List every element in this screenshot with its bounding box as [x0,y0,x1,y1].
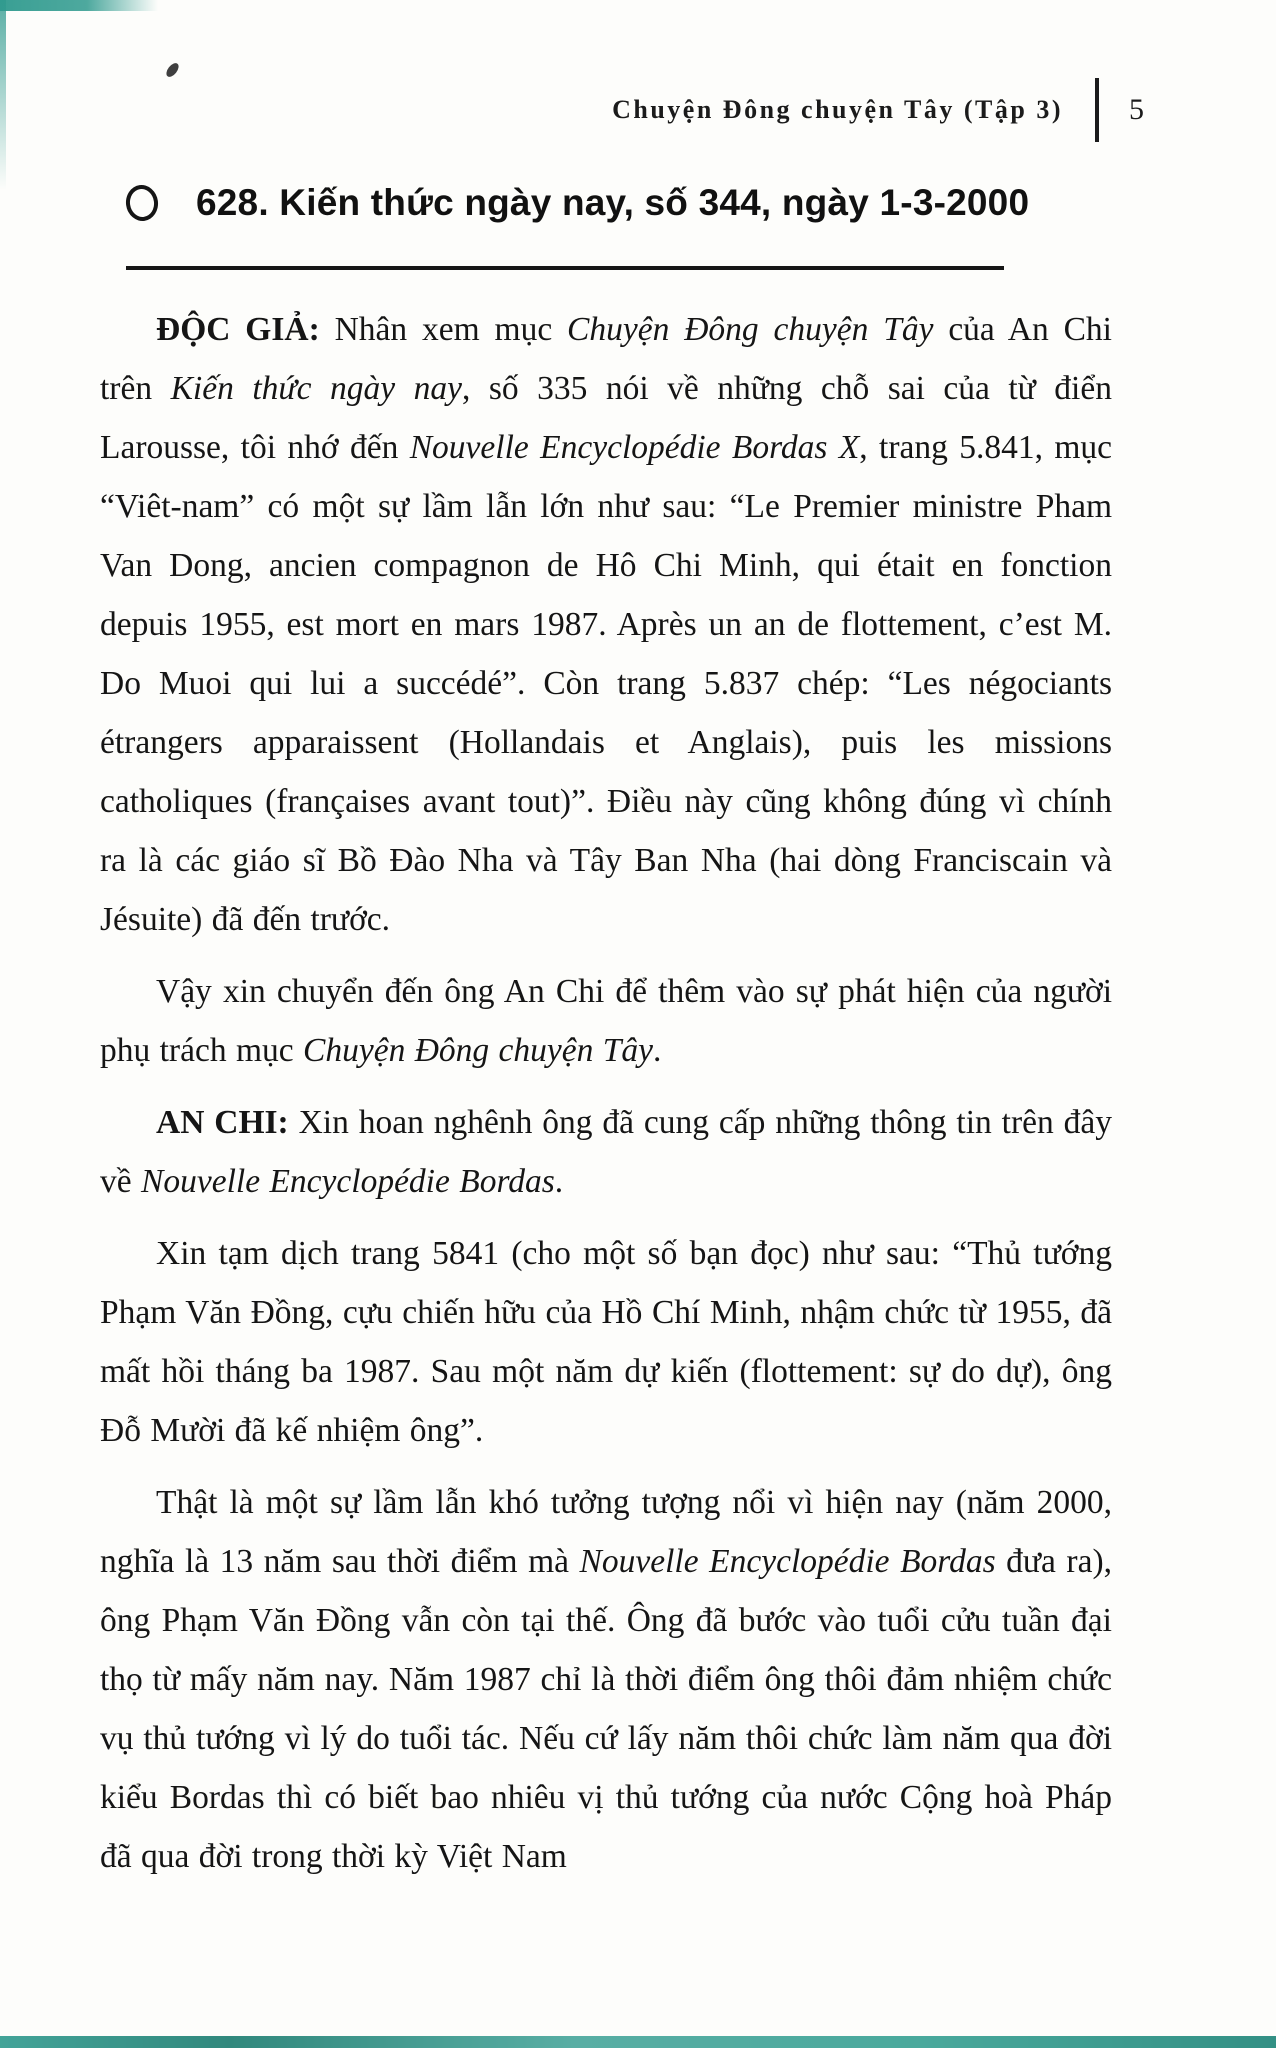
italic-title-run: Chuyện Đông chuyện Tây [303,1032,654,1069]
italic-title-run: Nouvelle Encyclopédie Bordas X [409,429,860,466]
body-paragraph [100,1093,1112,1211]
article-body [100,300,1112,1899]
text-run: . [653,1032,662,1069]
running-title: Chuyện Đông chuyện Tây (Tập 3) [612,95,1063,124]
text-run: Thật là một sự lầm lẫn khó tưởng tượng nổi vì hiện nay (năm 2000, nghĩa là 13 năm sau thời điểm mà [100,1484,1112,1580]
italic-title-run: Nouvelle Encyclopédie Bordas [579,1543,996,1580]
body-paragraph [100,1224,1112,1460]
speaker-label: ĐỘC GIẢ: [156,311,320,348]
italic-title-run: Chuyện Đông chuyện Tây [567,311,934,348]
text-run: Vậy xin chuyển đến ông An Chi để thêm vào sự phát hiện của người phụ trách mục [100,973,1112,1069]
body-paragraph [100,962,1112,1080]
text-run: , trang 5.841, mục “Viêt-nam” có một sự lầm lẫn lớn như sau: “Le Premier ministre Pham Van Dong, ancien compagnon de Hô Chi Minh, qui était en fonction depuis 1955, est mort en mars 1987. Après un an de flottement, c’est M. Do Muoi qui lui a succédé”. Còn trang 5.837 chép: “Les négociants étrangers apparaissent (Hollandais et Anglais), puis les missions catholiques (françaises avant tout)”. Điều này cũng không đúng vì chính ra là các giáo sĩ Bồ Đào Nha và Tây Ban Nha (hai dòng Franciscain và Jésuite) đã đến trước. [100,429,1112,938]
text-run: , số 335 nói về những chỗ sai của từ điển Larousse, tôi nhớ đến [100,370,1112,466]
header-divider [1095,78,1099,142]
text-run: của An Chi trên [100,311,1112,407]
text-run: Nhân xem mục [319,311,568,348]
scan-edge-bottom [0,2036,1276,2048]
page-number: 5 [1129,93,1144,126]
article-title: 628. Kiến thức ngày nay, số 344, ngày 1-3-2000 [196,182,1030,223]
text-run: Xin hoan nghênh ông đã cung cấp những thông tin trên đây về [100,1104,1113,1200]
speaker-label: AN CHI: [156,1104,289,1141]
text-run: đưa ra), ông Phạm Văn Đồng vẫn còn tại thế. Ông đã bước vào tuổi cửu tuần đại thọ từ mấy năm nay. Năm 1987 chỉ là thời điểm ông thôi đảm nhiệm chức vụ thủ tướng vì lý do tuổi tác. Nếu cứ lấy năm thôi chức làm năm qua đời kiểu Bordas thì có biết bao nhiêu vị thủ tướng của nước Cộng hoà Pháp đã qua đời trong thời kỳ Việt Nam [100,1543,1112,1875]
italic-title-run: Nouvelle Encyclopédie Bordas [141,1163,555,1200]
scan-edge-left [0,0,6,190]
body-paragraph [100,1473,1112,1886]
text-run: . [554,1163,564,1200]
section-bullet-icon [124,183,161,223]
article-heading [126,182,1116,224]
italic-title-run: Kiến thức ngày nay [170,370,462,407]
scan-speck [164,61,181,79]
text-run: Xin tạm dịch trang 5841 (cho một số bạn đọc) như sau: “Thủ tướng Phạm Văn Đồng, cựu chiến hữu của Hồ Chí Minh, nhậm chức từ 1955, đã mất hồi tháng ba 1987. Sau một năm dự kiến (flottement: sự do dự), ông Đỗ Mười đã kế nhiệm ông”. [100,1235,1112,1449]
scan-edge-top [0,0,158,11]
page-header [612,78,1144,142]
heading-rule [126,266,1004,270]
body-paragraph [100,300,1112,949]
